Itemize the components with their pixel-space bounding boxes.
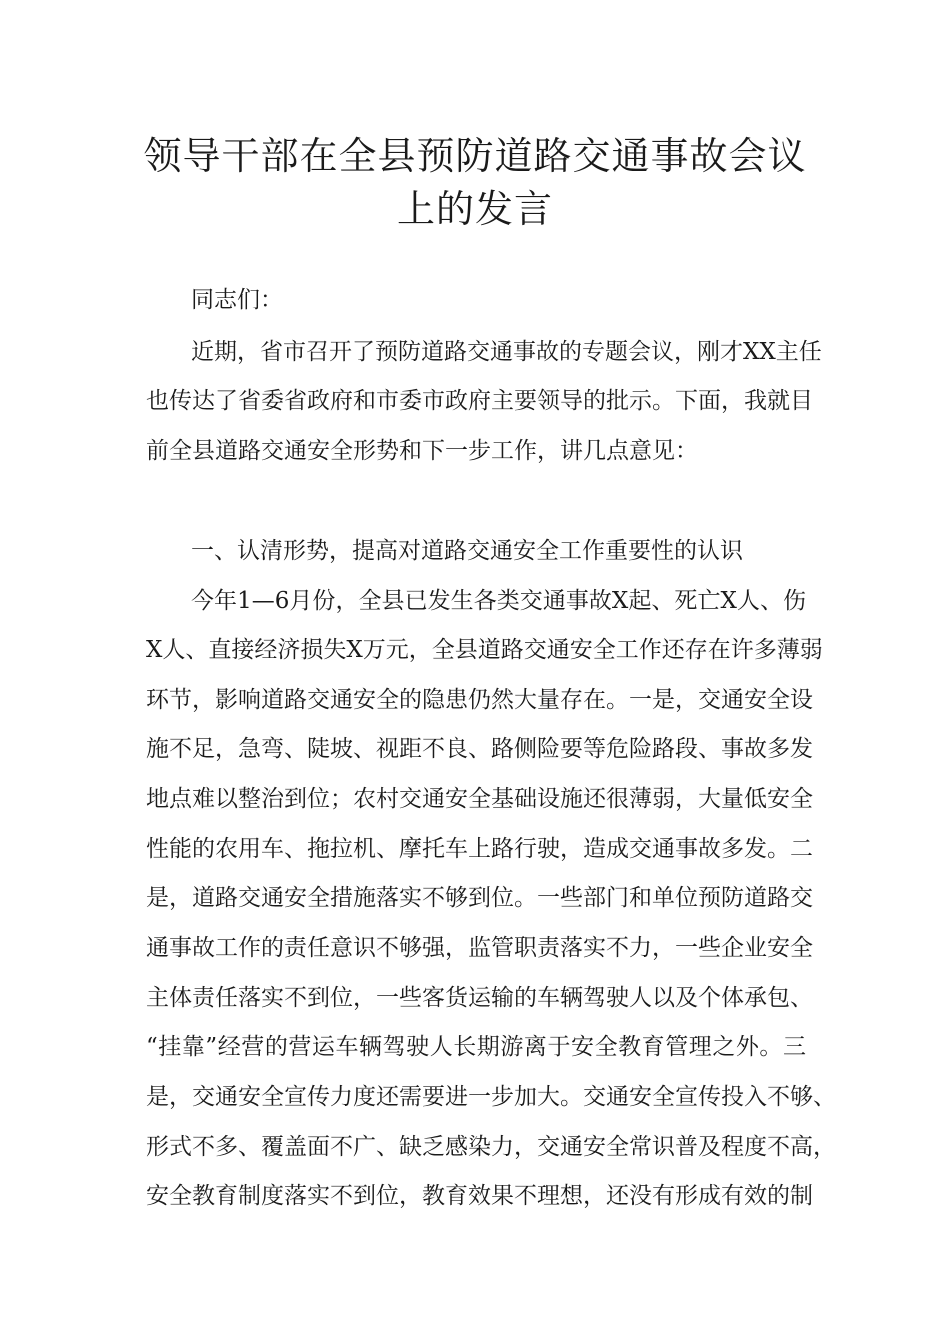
section-1-heading: 一、认清形势，提高对道路交通安全工作重要性的认识 [191, 538, 743, 564]
section-1-line-2: X人、直接经济损失X万元，全县道路交通安全工作还存在许多薄弱 [146, 637, 823, 663]
intro-line-3: 前全县道路交通安全形势和下一步工作，讲几点意见： [146, 438, 698, 464]
section-1-line-12: 形式不多、覆盖面不广、缺乏感染力，交通安全常识普及程度不高， [146, 1134, 836, 1160]
intro-line-2: 也传达了省委省政府和市委市政府主要领导的批示。下面，我就目 [146, 388, 813, 414]
section-1-line-7: 是，道路交通安全措施落实不够到位。一些部门和单位预防道路交 [146, 885, 813, 911]
section-1-line-5: 地点难以整治到位；农村交通安全基础设施还很薄弱，大量低安全 [146, 786, 813, 812]
section-1-line-9: 主体责任落实不到位，一些客货运输的车辆驾驶人以及个体承包、 [146, 985, 813, 1011]
document-title-line-1: 领导干部在全县预防道路交通事故会议 [143, 134, 807, 178]
section-1-line-13: 安全教育制度落实不到位，教育效果不理想，还没有形成有效的制 [146, 1183, 813, 1209]
section-1-line-8: 通事故工作的责任意识不够强，监管职责落实不力，一些企业安全 [146, 935, 813, 961]
section-1-line-1: 今年1—6月份，全县已发生各类交通事故X起、死亡X人、伤 [191, 588, 806, 614]
intro-line-1: 近期，省市召开了预防道路交通事故的专题会议，刚才XX主任 [191, 339, 822, 365]
section-1-line-6: 性能的农用车、拖拉机、摩托车上路行驶，造成交通事故多发。二 [146, 836, 813, 862]
section-1-line-4: 施不足，急弯、陡坡、视距不良、路侧险要等危险路段、事故多发 [146, 736, 813, 762]
section-1-line-10: “挂靠”经营的营运车辆驾驶人长期游离于安全教育管理之外。三 [146, 1034, 806, 1060]
salutation: 同志们： [191, 287, 283, 313]
section-1-line-11: 是，交通安全宣传力度还需要进一步加大。交通安全宣传投入不够、 [146, 1084, 836, 1110]
section-1-line-3: 环节，影响道路交通安全的隐患仍然大量存在。一是，交通安全设 [146, 687, 813, 713]
document-title-line-2: 上的发言 [396, 187, 553, 231]
